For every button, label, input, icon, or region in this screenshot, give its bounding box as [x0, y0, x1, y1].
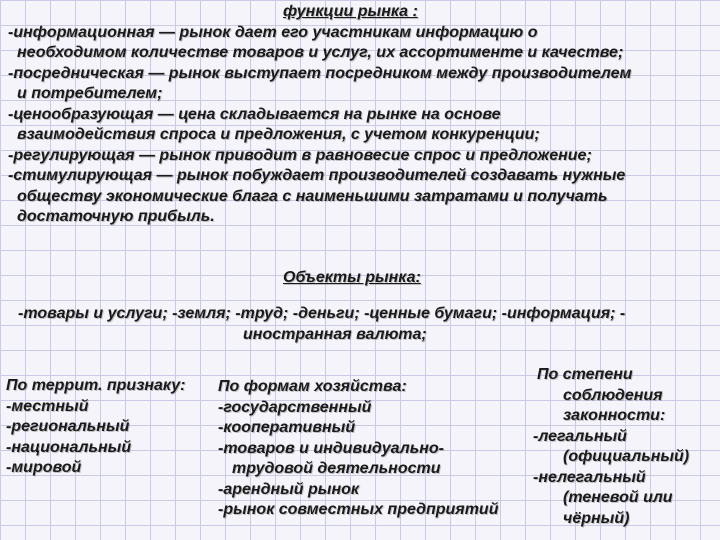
ownership-title: По формам хозяйства: — [218, 378, 407, 395]
legality-line: законности: — [563, 407, 666, 424]
legality-line: чёрный) — [563, 509, 630, 527]
legality-line: -нелегальный — [533, 468, 646, 486]
ownership-item: -рынок совместных предприятий — [218, 501, 499, 518]
functions-title: функции рынка : — [283, 3, 418, 20]
territorial-item: -национальный — [6, 438, 132, 456]
function-line: -ценообразующая — цена складывается на рынке на основе — [8, 105, 501, 123]
territorial-item: -мировой — [6, 459, 82, 476]
function-line: обществу экономические блага с наименьшими затратами и получать — [17, 187, 608, 205]
objects-line: иностранная валюта; — [243, 326, 427, 343]
legality-line: По степени — [537, 366, 633, 383]
ownership-item: трудовой деятельности — [232, 460, 441, 477]
ownership-item: -товаров и индивидуально- — [218, 439, 444, 457]
territorial-title: По террит. признаку: — [6, 377, 186, 394]
territorial-column — [6, 376, 185, 479]
function-line: и потребителем; — [17, 85, 163, 102]
territorial-item: -местный — [6, 397, 89, 415]
legality-line: (официальный) — [563, 448, 690, 465]
ownership-item: -государственный — [218, 398, 372, 416]
legality-line: -легальный — [533, 427, 627, 445]
objects-line: -товары и услуги; -земля; -труд; -деньги; -ценные бумаги; -информация; - — [18, 305, 626, 322]
territorial-item: -региональный — [6, 418, 130, 435]
legality-column — [533, 365, 689, 529]
function-line: -информационная — рынок дает его участникам информацию о — [8, 23, 538, 41]
functions-section — [8, 2, 708, 228]
legality-line: соблюдения — [563, 386, 663, 404]
ownership-item: -кооперативный — [218, 419, 356, 436]
ownership-item: -арендный рынок — [218, 480, 359, 498]
function-line: взаимодействия спроса и предложения, с учетом конкуренции; — [17, 126, 540, 143]
function-line: -стимулирующая — рынок побуждает производителей создавать нужные — [8, 167, 626, 184]
function-line: -регулирующая — рынок приводит в равновесие спрос и предложение; — [8, 146, 592, 164]
function-line: -посредническая — рынок выступает посредником между производителем — [8, 64, 632, 82]
ownership-column — [218, 377, 498, 521]
function-line: достаточную прибыль. — [17, 208, 215, 225]
legality-line: (теневой или — [563, 489, 673, 506]
function-line: необходимом количестве товаров и услуг, их ассортименте и качестве; — [17, 44, 624, 61]
objects-title: Объекты рынка: — [283, 269, 421, 286]
